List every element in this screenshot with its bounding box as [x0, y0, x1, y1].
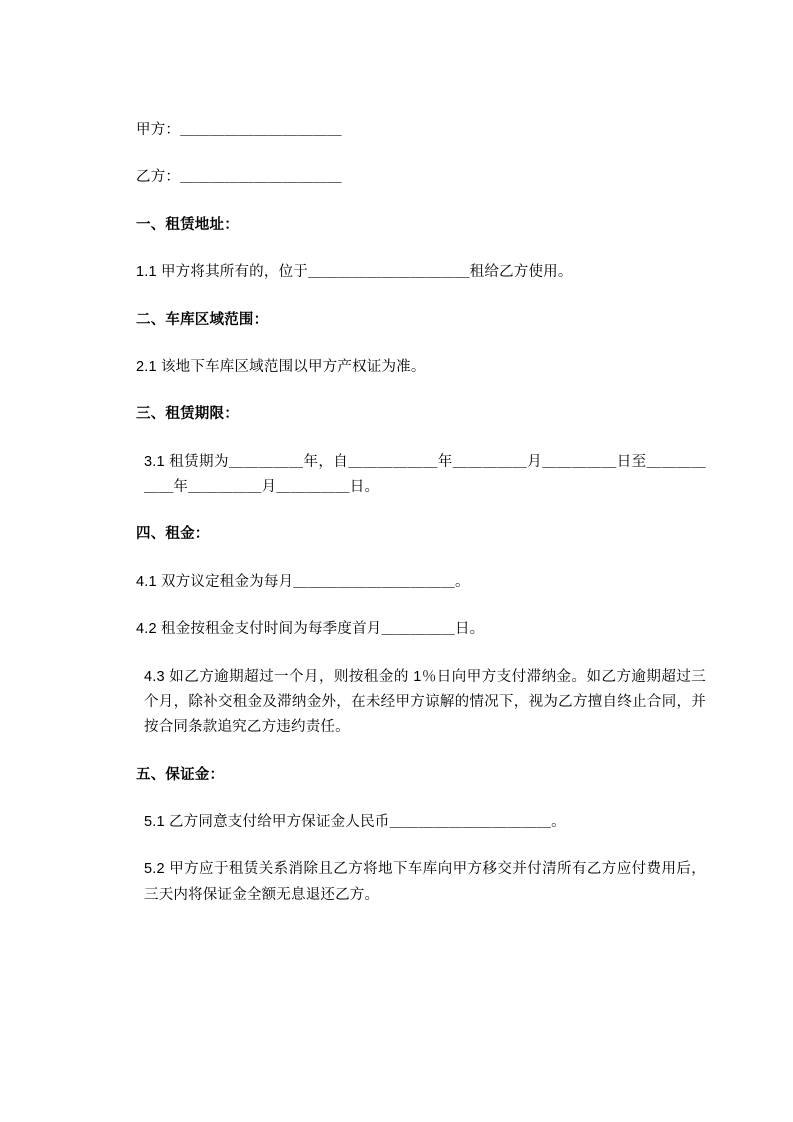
section-3-paragraph-1: 3.1 租赁期为＿＿＿＿＿年，自＿＿＿＿＿＿年＿＿＿＿＿月＿＿＿＿＿日至＿＿＿＿＿＿年＿＿＿＿＿月＿＿＿＿＿日。: [144, 453, 706, 495]
document-body: [136, 118, 706, 908]
party-a-line: 甲方：＿＿＿＿＿＿＿＿＿＿＿: [136, 122, 342, 138]
section-heading-4: 四、租金：: [136, 526, 210, 543]
section-2-paragraph-1: 2.1 该地下车库区域范围以甲方产权证为准。: [136, 358, 426, 375]
section-4-paragraph-2: 4.2 租金按租金支付时间为每季度首月＿＿＿＿＿日。: [136, 621, 485, 638]
section-heading-3: 三、租赁期限：: [136, 406, 239, 423]
section-5-paragraph-2: 5.2 甲方应于租赁关系消除且乙方将地下车库向甲方移交并付清所有乙方应付费用后，三天内将保证金全额无息退还乙方。: [144, 861, 706, 903]
section-1-paragraph-1: 1.1 甲方将其所有的，位于＿＿＿＿＿＿＿＿＿＿＿租给乙方使用。: [136, 264, 573, 281]
party-b-line: 乙方：＿＿＿＿＿＿＿＿＿＿＿: [136, 169, 342, 186]
section-heading-1: 一、租赁地址：: [136, 216, 239, 233]
section-heading-2: 二、车库区域范围：: [136, 311, 269, 328]
section-5-paragraph-1: 5.1 乙方同意支付给甲方保证金人民币＿＿＿＿＿＿＿＿＿＿＿。: [144, 814, 566, 830]
section-4-paragraph-1: 4.1 双方议定租金为每月＿＿＿＿＿＿＿＿＿＿＿。: [136, 573, 470, 590]
section-heading-5: 五、保证金：: [136, 766, 225, 783]
section-4-paragraph-3: 4.3 如乙方逾期超过一个月，则按租金的 1％日向甲方支付滞纳金。如乙方逾期超过三个月，除补交租金及滞纳金外，在未经甲方谅解的情况下，视为乙方擅自终止合同，并按合同条款追究乙方违约责任。: [144, 668, 706, 736]
